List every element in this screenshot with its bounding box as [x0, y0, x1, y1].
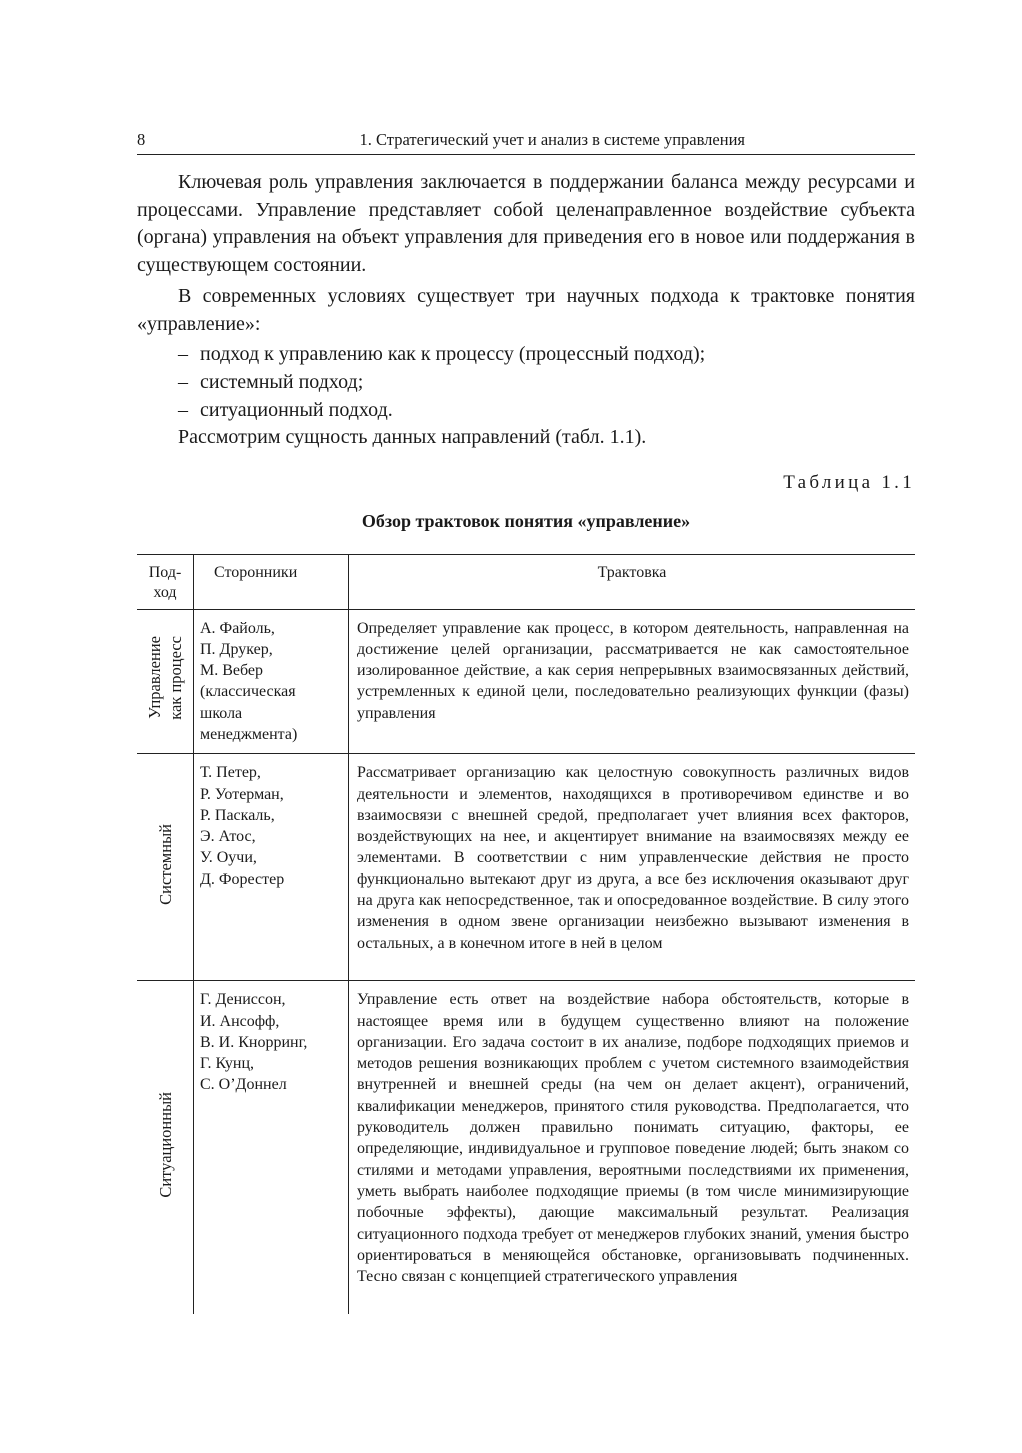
body-text: [137, 169, 915, 452]
header-supporters: Сторонники: [194, 554, 349, 609]
header-approach: Под- ход: [137, 554, 194, 609]
approach-cell: Управление как процесс: [137, 609, 194, 754]
running-header: [137, 130, 915, 155]
table-row: [137, 609, 915, 754]
paragraph-2: В современных условиях существует три научных подхода к трактовке понятия «управление»:: [137, 285, 915, 335]
table-row: [137, 981, 915, 1314]
interpretation-cell: Определяет управление как процесс, в котором деятельность, направленная на достижение целей организации, рассматривается не как самостоятельное изолированное действие, а как серия непрерывных взаимосвязанных действий, устремленных к единой цели, последовательно реализующих функции (фазы) управления: [357, 619, 909, 722]
list-item: – системный подход;: [178, 371, 364, 393]
list-item: – подход к управлению как к процессу (процессный подход);: [178, 343, 706, 365]
interpretation-cell: Рассматривает организацию как целостную совокупность различных видов деятельности и элементов, находящихся в противоречивом единстве и во взаимосвязи с внешней средой, предполагает учет влияния всех факторов, воздействующих на нее, и акцентирует внимание на взаимосвязях между ее элементами. В соответствии с ним управленческие действия не просто функционально вытекают друг из друга, а все без исключения оказывают друг на друга как непосредственное, так и опосредованное воздействие. В силу этого изменения в одном звене организации неизбежно вызывают изменения в остальных, а в конечном итоге в ней в целом: [357, 764, 909, 952]
table-header-row: [137, 554, 915, 609]
approach-cell: Ситуационный: [137, 981, 194, 1314]
page-number: 8: [137, 130, 146, 149]
table-row: [137, 754, 915, 981]
interpretation-cell: Управление есть ответ на воздействие набора обстоятельств, которые в настоящее время или в будущем существенно влияют на положение организации. Его задача состоит в их анализе, подборе подходящих приемов и методов решения возникающих проблем с учетом системного взаимодействия внутренней и внешней среды (на чем он делает акцент), ограничений, квалификации менеджеров, принятого стиля руководства. Предполагается, что руководитель должен правильно понимать ситуацию, факторы, ее определяющие, индивидуальное и групповое поведение людей; быть знаком со стилями и методами управления, вероятными последствиями их применения, уметь выбрать наиболее подходящие приемы (в том числе минимизирующие побочные эффекты), дающие максимальный результат. Реализация ситуационного подхода требует от менеджеров глубоких знаний, умения быстро ориентироваться в меняющейся обстановке, организовывать подчиненных. Тесно связан с концепцией стратегического управления: [357, 991, 909, 1286]
paragraph-1: Ключевая роль управления заключается в поддержании баланса между ресурсами и процессами. Управление представляет собой целенаправленное воздействие субъекта (органа) управления на объект управления для приведения его в новое или поддержания в существующем состоянии.: [137, 171, 915, 276]
supporters-cell: А. Файоль, П. Друкер, М. Вебер (классическая школа менеджмента): [194, 609, 349, 754]
table-label: Таблица 1.1: [783, 471, 915, 493]
document-page: [137, 130, 915, 1314]
table-title: Обзор трактовок понятия «управление»: [361, 510, 691, 531]
header-interpretation: Трактовка: [349, 554, 916, 609]
paragraph-3: Рассмотрим сущность данных направлений (табл. 1.1).: [178, 426, 647, 448]
approach-list: [137, 340, 915, 424]
list-item: – ситуационный подход.: [178, 399, 393, 421]
supporters-cell: Т. Петер, Р. Уотерман, Р. Паскаль, Э. Атос, У. Оучи, Д. Форестер: [194, 754, 349, 981]
supporters-cell: Г. Дениссон, И. Ансофф, В. И. Кнорринг, Г. Кунц, С. О’Доннел: [194, 981, 349, 1314]
approach-cell: Системный: [137, 754, 194, 981]
running-title: 1. Стратегический учет и анализ в системе управления: [359, 130, 745, 149]
overview-table: [137, 554, 915, 1314]
